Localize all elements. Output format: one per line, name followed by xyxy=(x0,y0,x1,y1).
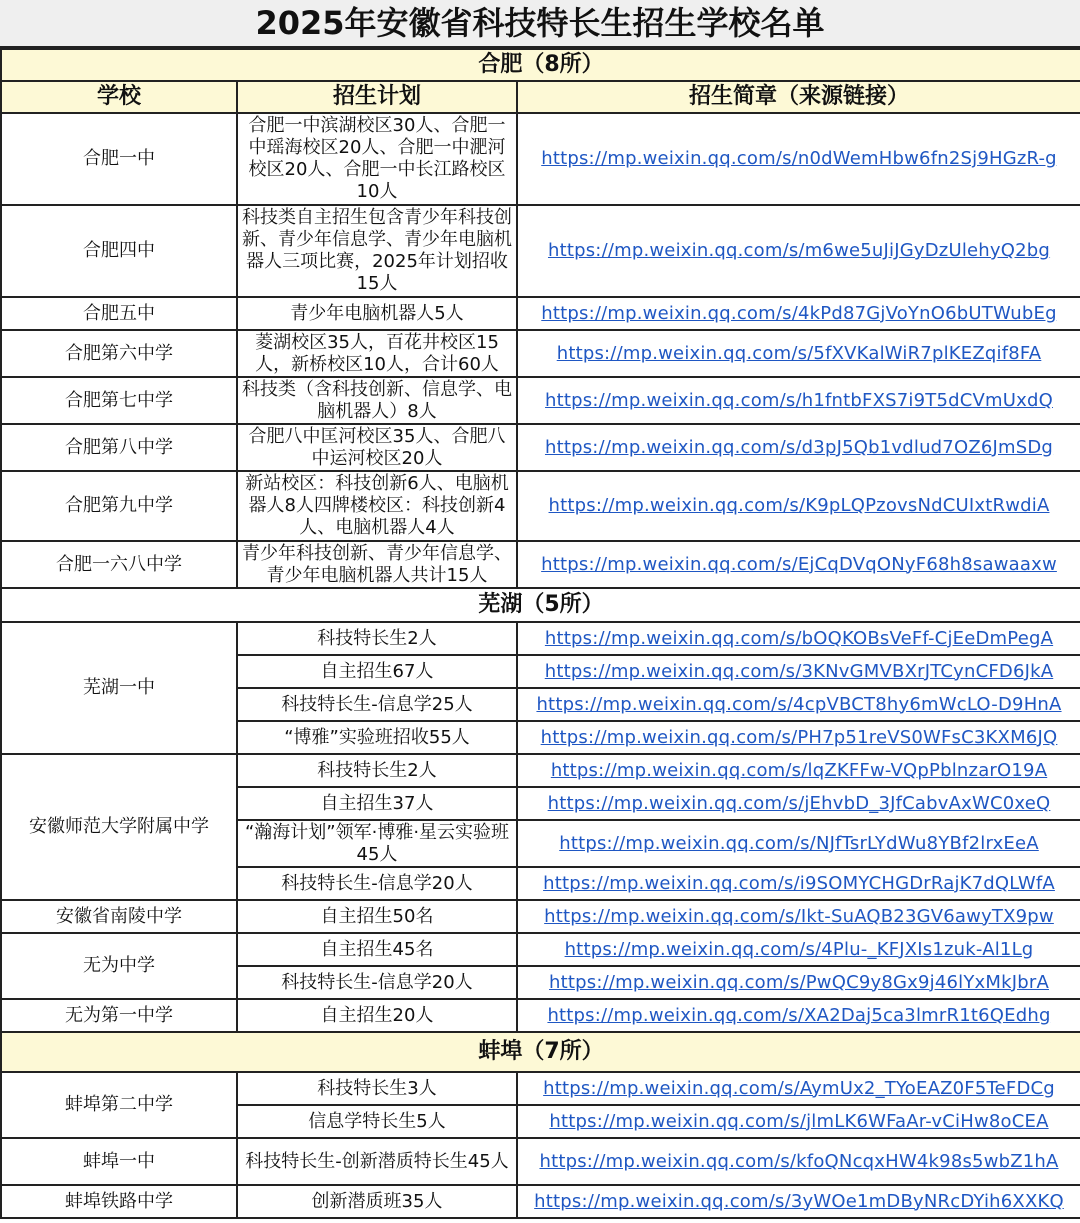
source-link[interactable]: https://mp.weixin.qq.com/s/NJfTsrLYdWu8YBf2lrxEeA xyxy=(517,820,1080,867)
plan-text: 科技特长生-信息学25人 xyxy=(237,688,517,721)
column-header-row xyxy=(1,81,1080,113)
table-row xyxy=(1,1185,1080,1218)
source-link[interactable]: https://mp.weixin.qq.com/s/lqZKFFw-VQpPblnzarO19A xyxy=(517,754,1080,787)
school-name: 合肥四中 xyxy=(1,205,237,297)
table-row xyxy=(1,1138,1080,1185)
plan-text: 合肥八中匡河校区35人、合肥八中运河校区20人 xyxy=(237,424,517,471)
table-row xyxy=(1,297,1080,330)
plan-text: “瀚海计划”领军·博雅·星云实验班45人 xyxy=(237,820,517,867)
source-link[interactable]: https://mp.weixin.qq.com/s/d3pJ5Qb1vdlud7OZ6JmSDg xyxy=(517,424,1080,471)
source-link[interactable]: https://mp.weixin.qq.com/s/kfoQNcqxHW4k98s5wbZ1hA xyxy=(517,1138,1080,1185)
plan-text: 科技特长生2人 xyxy=(237,622,517,655)
source-link[interactable]: https://mp.weixin.qq.com/s/n0dWemHbw6fn2Sj9HGzR-g xyxy=(517,113,1080,205)
school-name: 合肥第八中学 xyxy=(1,424,237,471)
source-link[interactable]: https://mp.weixin.qq.com/s/3KNvGMVBXrJTCynCFD6JkA xyxy=(517,655,1080,688)
plan-text: 科技特长生-信息学20人 xyxy=(237,867,517,900)
table-row xyxy=(1,999,1080,1032)
source-link[interactable]: https://mp.weixin.qq.com/s/4cpVBCT8hy6mWcLO-D9HnA xyxy=(517,688,1080,721)
page-title: 2025年安徽省科技特长生招生学校名单 xyxy=(0,0,1080,48)
school-name: 蚌埠一中 xyxy=(1,1138,237,1185)
plan-text: 自主招生37人 xyxy=(237,787,517,820)
plan-text: 科技类自主招生包含青少年科技创新、青少年信息学、青少年电脑机器人三项比赛，2025年计划招收15人 xyxy=(237,205,517,297)
section-header-wuhu xyxy=(1,588,1080,622)
school-name: 安徽师范大学附属中学 xyxy=(1,754,237,900)
table-row xyxy=(1,754,1080,787)
source-link[interactable]: https://mp.weixin.qq.com/s/XA2Daj5ca3lmrR1t6QEdhg xyxy=(517,999,1080,1032)
table-row xyxy=(1,113,1080,205)
source-link[interactable]: https://mp.weixin.qq.com/s/jlmLK6WFaAr-vCiHw8oCEA xyxy=(517,1105,1080,1138)
plan-text: 自主招生50名 xyxy=(237,900,517,933)
section-title: 合肥（8所） xyxy=(1,49,1080,81)
plan-text: 青少年电脑机器人5人 xyxy=(237,297,517,330)
school-name: 安徽省南陵中学 xyxy=(1,900,237,933)
section-header-bengbu xyxy=(1,1032,1080,1072)
source-link[interactable]: https://mp.weixin.qq.com/s/PwQC9y8Gx9j46lYxMkJbrA xyxy=(517,966,1080,999)
plan-text: 科技特长生-创新潜质特长生45人 xyxy=(237,1138,517,1185)
table-row xyxy=(1,933,1080,966)
table-row xyxy=(1,541,1080,588)
table-row xyxy=(1,424,1080,471)
source-link[interactable]: https://mp.weixin.qq.com/s/bOQKOBsVeFf-CjEeDmPegA xyxy=(517,622,1080,655)
school-name: 无为第一中学 xyxy=(1,999,237,1032)
school-name: 合肥一六八中学 xyxy=(1,541,237,588)
plan-text: 科技特长生3人 xyxy=(237,1072,517,1105)
school-name: 蚌埠第二中学 xyxy=(1,1072,237,1138)
plan-text: 青少年科技创新、青少年信息学、青少年电脑机器人共计15人 xyxy=(237,541,517,588)
source-link[interactable]: https://mp.weixin.qq.com/s/Ikt-SuAQB23GV6awyTX9pw xyxy=(517,900,1080,933)
school-name: 无为中学 xyxy=(1,933,237,999)
plan-text: 自主招生45名 xyxy=(237,933,517,966)
school-list-table xyxy=(0,48,1080,1219)
table-row xyxy=(1,900,1080,933)
source-link[interactable]: https://mp.weixin.qq.com/s/K9pLQPzovsNdCUIxtRwdiA xyxy=(517,471,1080,541)
source-link[interactable]: https://mp.weixin.qq.com/s/3yWOe1mDByNRcDYih6XXKQ xyxy=(517,1185,1080,1218)
school-name: 合肥第六中学 xyxy=(1,330,237,377)
source-link[interactable]: https://mp.weixin.qq.com/s/jEhvbD_3JfCabvAxWC0xeQ xyxy=(517,787,1080,820)
plan-text: 合肥一中滨湖校区30人、合肥一中瑶海校区20人、合肥一中淝河校区20人、合肥一中长江路校区10人 xyxy=(237,113,517,205)
plan-text: 菱湖校区35人，百花井校区15人，新桥校区10人，合计60人 xyxy=(237,330,517,377)
section-header-hefei xyxy=(1,49,1080,81)
source-link[interactable]: https://mp.weixin.qq.com/s/i9SOMYCHGDrRajK7dQLWfA xyxy=(517,867,1080,900)
table-row xyxy=(1,622,1080,655)
plan-text: 科技特长生2人 xyxy=(237,754,517,787)
school-name: 合肥五中 xyxy=(1,297,237,330)
plan-text: 自主招生67人 xyxy=(237,655,517,688)
table-row xyxy=(1,471,1080,541)
school-name: 合肥一中 xyxy=(1,113,237,205)
source-link[interactable]: https://mp.weixin.qq.com/s/h1fntbFXS7i9T5dCVmUxdQ xyxy=(517,377,1080,424)
section-title: 蚌埠（7所） xyxy=(1,1032,1080,1072)
source-link[interactable]: https://mp.weixin.qq.com/s/PH7p51reVS0WFsC3KXM6JQ xyxy=(517,721,1080,754)
table-row xyxy=(1,1072,1080,1105)
plan-text: 科技特长生-信息学20人 xyxy=(237,966,517,999)
source-link[interactable]: https://mp.weixin.qq.com/s/5fXVKalWiR7plKEZqif8FA xyxy=(517,330,1080,377)
section-title: 芜湖（5所） xyxy=(1,588,1080,622)
table-row xyxy=(1,205,1080,297)
plan-text: 信息学特长生5人 xyxy=(237,1105,517,1138)
source-link[interactable]: https://mp.weixin.qq.com/s/4Plu-_KFJXIs1zuk-Al1Lg xyxy=(517,933,1080,966)
column-header-plan: 招生计划 xyxy=(237,81,517,113)
school-name: 合肥第九中学 xyxy=(1,471,237,541)
table-row xyxy=(1,330,1080,377)
school-name: 芜湖一中 xyxy=(1,622,237,754)
source-link[interactable]: https://mp.weixin.qq.com/s/4kPd87GjVoYnO6bUTWubEg xyxy=(517,297,1080,330)
plan-text: 创新潜质班35人 xyxy=(237,1185,517,1218)
column-header-school: 学校 xyxy=(1,81,237,113)
plan-text: 自主招生20人 xyxy=(237,999,517,1032)
column-header-link: 招生简章（来源链接） xyxy=(517,81,1080,113)
plan-text: 新站校区：科技创新6人、电脑机器人8人四牌楼校区：科技创新4人、电脑机器人4人 xyxy=(237,471,517,541)
table-row xyxy=(1,377,1080,424)
plan-text: 科技类（含科技创新、信息学、电脑机器人）8人 xyxy=(237,377,517,424)
source-link[interactable]: https://mp.weixin.qq.com/s/m6we5uJiJGyDzUlehyQ2bg xyxy=(517,205,1080,297)
source-link[interactable]: https://mp.weixin.qq.com/s/AymUx2_TYoEAZ0F5TeFDCg xyxy=(517,1072,1080,1105)
source-link[interactable]: https://mp.weixin.qq.com/s/EjCqDVqONyF68h8sawaaxw xyxy=(517,541,1080,588)
school-name: 合肥第七中学 xyxy=(1,377,237,424)
plan-text: “博雅”实验班招收55人 xyxy=(237,721,517,754)
school-name: 蚌埠铁路中学 xyxy=(1,1185,237,1218)
